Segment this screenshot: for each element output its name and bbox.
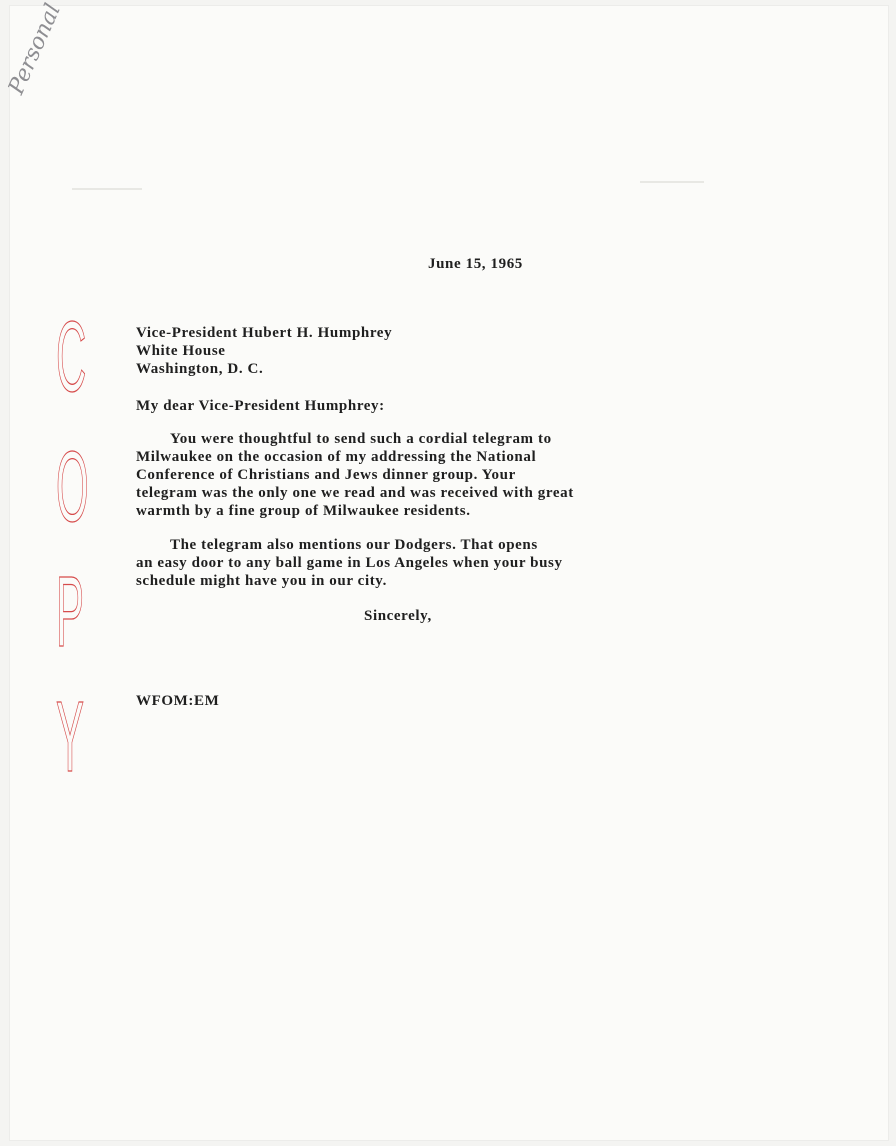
recipient-line: Vice-President Hubert H. Humphrey (136, 325, 393, 341)
paragraph-1 (136, 430, 574, 520)
handwritten-annotation: Personal (4, 0, 66, 99)
paragraph-line: The telegram also mentions our Dodgers. That opens (170, 537, 538, 553)
paper-mark (72, 188, 142, 190)
paragraph-line: Milwaukee on the occasion of my addressing the National (136, 449, 537, 465)
paragraph-line: an easy door to any ball game in Los Angeles when your busy (136, 555, 563, 571)
letter-date: June 15, 1965 (428, 256, 523, 272)
paragraph-2 (136, 536, 563, 590)
copy-stamp-letter-p: P (56, 556, 85, 668)
recipient-line: White House (136, 343, 226, 359)
paragraph-line: Conference of Christians and Jews dinner group. Your (136, 467, 516, 483)
paragraph-line: schedule might have you in our city. (136, 573, 387, 589)
reference-initials: WFOM:EM (136, 693, 220, 709)
paragraph-line: telegram was the only one we read and was received with great (136, 485, 574, 501)
copy-stamp-letter-y: Y (56, 681, 85, 793)
paragraph-line: You were thoughtful to send such a cordial telegram to (170, 431, 552, 447)
recipient-address (136, 324, 392, 378)
recipient-line: Washington, D. C. (136, 361, 264, 377)
paragraph-line: warmth by a fine group of Milwaukee residents. (136, 503, 471, 519)
paper-mark (640, 181, 704, 183)
copy-stamp-letter-c: C (56, 301, 87, 413)
copy-stamp-letter-o: O (56, 431, 89, 543)
salutation: My dear Vice-President Humphrey: (136, 398, 385, 414)
closing: Sincerely, (364, 608, 432, 624)
